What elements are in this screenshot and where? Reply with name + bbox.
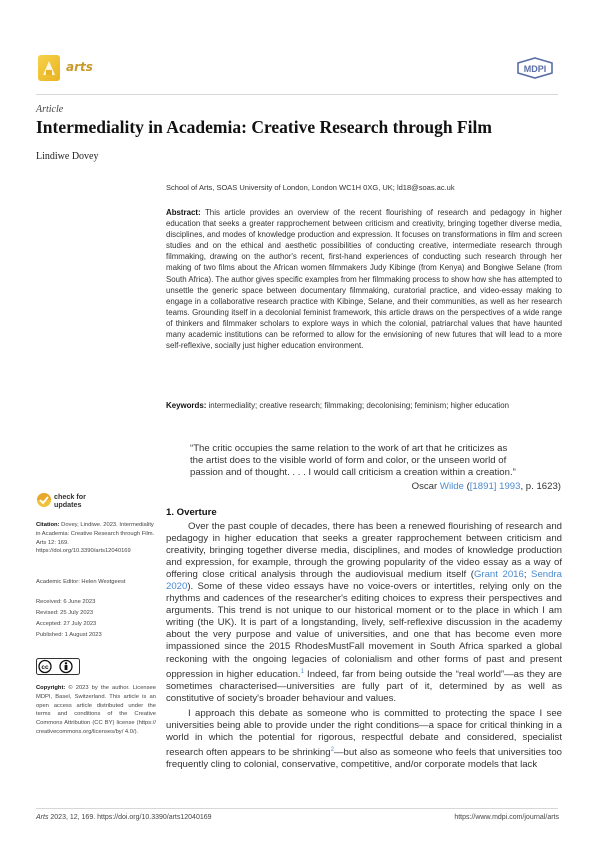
citation-label: Citation: (36, 522, 60, 528)
revised-date: Revised: 25 July 2023 (36, 610, 94, 616)
article-type: Article (36, 104, 64, 115)
epigraph-quote: “The critic occupies the same relation to the work of art that he criticizes as the artist does to the visible world of form and color, or the unseen world of passion and of thought. . . . I would call criticism a creation within a creation.” (190, 443, 516, 479)
paragraph-2 (166, 708, 562, 771)
keywords (166, 401, 562, 410)
body-text (166, 521, 562, 771)
author-name: Lindiwe Dovey (36, 151, 99, 162)
epigraph-attribution (412, 481, 561, 492)
received-date: Received: 6 June 2023 (36, 599, 96, 605)
mdpi-logo-icon[interactable] (516, 57, 554, 79)
abstract (166, 207, 562, 351)
check-updates-line1: check for (54, 492, 86, 501)
published-date: Published: 1 August 2023 (36, 632, 102, 638)
footnote-1-link[interactable]: 1 (300, 668, 304, 675)
check-updates-line2: updates (54, 500, 82, 509)
abstract-label: Abstract: (166, 208, 201, 217)
cc-by-license-icon[interactable] (36, 658, 80, 675)
citation-text: Dovey, Lindiwe. 2023. Intermediality in Academia: Creative Research through Film. Arts 12: 169. https://doi.org/10.3390/arts12040169 (36, 522, 155, 555)
epigraph-page: , p. 1623) (520, 481, 561, 492)
paragraph-1-part-b: ). Some of these video essays have no voice-overs or intertitles, relying only on the rhythms and cadences of the researcher's editing choices to express their perspectives and arguments. This trend is not unique to our historical moment or to the place in which I am writing (the UK). It is part of a longstanding, lively, self-reflexive discussion in the academy about the very purpose and value of universities, and one that has become even more impassioned since the 2015 RhodesMustFall movement in South Africa sparked a global reckoning with the ongoing legacies of colonialism and other forms of past and present oppression in higher education. (166, 581, 562, 680)
keywords-label: Keywords: (166, 401, 207, 410)
footer-doi[interactable]: 2023, 12, 169. https://doi.org/10.3390/arts12040169 (48, 814, 212, 821)
copyright-block (36, 684, 156, 737)
footnote-2-link[interactable]: 2 (330, 747, 334, 754)
check-for-updates-icon (36, 492, 52, 512)
header-divider (36, 94, 558, 95)
citation-block (36, 521, 156, 556)
paragraph-2-part-a: I approach this debate as someone who is committed to protecting the space I see universities being able to provide under the right conditions—a space for critical thinking in a world in which the potential for rigorous, respectful debate and considered, specialist research often appears to be shrinking (166, 707, 562, 759)
author-affiliation: School of Arts, SOAS University of London, London WC1H 0XG, UK; ld18@soas.ac.uk (166, 183, 455, 192)
paragraph-1-part-a: Over the past couple of decades, there has been a renewed flourishing of research and pedagogy in higher education that seeks a greater rapprochement between criticism and creativity, bringing together diverse media, disciplines, and modes of knowledge production and expression, for example, through the growing popularity of the video essay as a way of offering close critical analysis through the audiovisual medium itself ( (166, 521, 562, 581)
abstract-text: This article provides an overview of the recent flourishing of research and pedagogy in higher education that seeks a greater rapprochement between criticism and creativity, bringing together diverse media, disciplines, and modes of knowledge production and expression. It focuses on transformations in film and screen studies and on the ethical and aesthetic possibilities of conducting creative, intermediate research through filmmaking, drawing on the author's recent, first-hand experiences of conducting such research through her making of two films about the African women filmmakers Judy Kibinge (from Kenya) and Bongiwe Selane (from South Africa). The author gives specific examples from her filmmaking process to show how she has attempted to unsettle the generic space between documentary filmmaking, curatorial practice, and video-essay making to engage in a collaborative research practice with Kibinge, Selane, and their communities, as well as her research teams. Grounding itself in a decolonial feminist framework, this article draws on the perspectives of a wide range of thinkers and filmmaker scholars to explore ways in which the colonial, patriarchal values that have haunted many academic institutions can be reformed to allow for the envisioning of new futures that will lead to a more self-reflexive, socially just higher education environment. (166, 208, 562, 351)
publisher-name: MDPI (523, 64, 547, 74)
article-title: Intermediality in Academia: Creative Research through Film (36, 117, 492, 137)
accepted-date: Accepted: 27 July 2023 (36, 621, 97, 627)
epigraph-open-paren: ( (466, 481, 470, 492)
epigraph-author: Oscar (411, 481, 438, 492)
epigraph-year-link[interactable]: [1891] 1993 (469, 481, 521, 492)
epigraph-author-link[interactable]: Wilde (439, 481, 464, 492)
citation-link-grant[interactable]: Grant 2016 (473, 569, 524, 581)
svg-text:cc: cc (41, 664, 49, 671)
copyright-text: © 2023 by the author. Licensee MDPI, Basel, Switzerland. This article is an open access article distributed under the terms and conditions of the Creative Commons Attribution (CC BY) license (https:// creativecommons.org/licenses/by/ 4.0/). (36, 685, 156, 735)
arts-journal-logo-icon (38, 55, 60, 81)
journal-name: arts (66, 60, 93, 74)
footer-citation (36, 814, 212, 821)
citation-link-sendra[interactable]: Sendra 2020 (166, 569, 562, 593)
footer-journal: Arts (36, 814, 49, 821)
footer-journal-url[interactable]: https://www.mdpi.com/journal/arts (454, 814, 559, 821)
paragraph-1 (166, 521, 562, 705)
footer-divider (36, 808, 558, 809)
keywords-text: intermediality; creative research; filmmaking; decolonising; feminism; higher education (208, 401, 509, 410)
paragraph-2-part-b: —but also as someone who feels that universities too frequently cling to colonial, conservative, competitive, and/or corporate models that lack (166, 747, 562, 771)
copyright-label: Copyright: (36, 685, 66, 691)
section-heading: 1. Overture (166, 507, 217, 518)
check-for-updates-label[interactable] (54, 493, 94, 509)
citation-separator: ; (523, 569, 532, 581)
paragraph-1-part-c: Indeed, far from being outside the “real world”—as they are sometimes characterised—universities are fully part of it, determined by as well as constitutive of society's broader behaviour and values. (166, 668, 562, 704)
academic-editor: Academic Editor: Helen Westgeest (36, 579, 126, 585)
